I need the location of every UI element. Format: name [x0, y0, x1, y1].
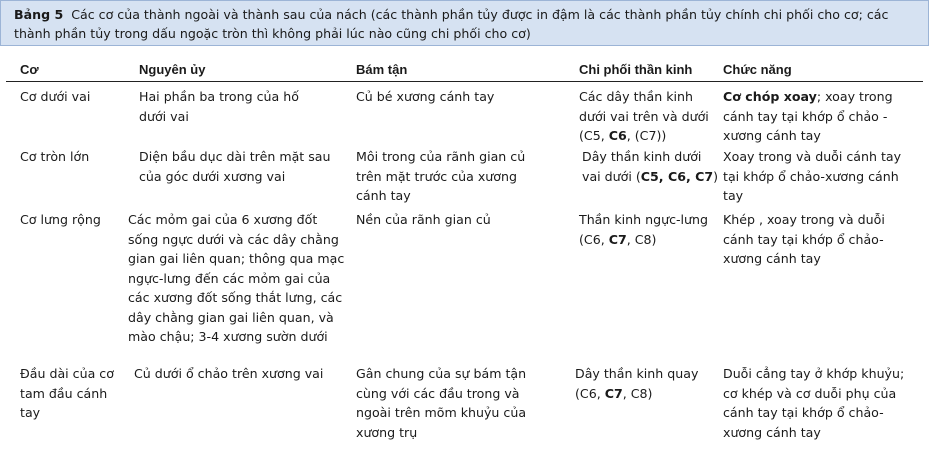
row4-innervation: Dây thần kinh quay (C6, C7, C8): [575, 366, 699, 401]
row2-muscle: Cơ tròn lớn: [20, 149, 90, 164]
row2-function: Xoay trong và duỗi cánh tay tại khớp ổ chảo-xương cánh tay: [723, 149, 902, 203]
row4-muscle: Đầu dài của cơ tam đầu cánh tay: [20, 366, 114, 420]
row3-muscle: Cơ lưng rộng: [20, 212, 101, 227]
row3-origin: Các mỏm gai của 6 xương đốt sống ngực dưới và các dây chằng gian gai liên quan; thông qua mạc ngực-lưng đến các mỏm gai của các xương đốt sống thắt lưng, các dây chằng gian gai liên quan, và mào chậu; 3-4 xương sườn dưới: [128, 212, 345, 344]
col-header-innervation: Chi phối thần kinh: [579, 62, 693, 77]
row1-function: Cơ chóp xoay; xoay trong cánh tay tại khớp ổ chảo - xương cánh tay: [723, 89, 893, 143]
header-divider: [6, 81, 923, 82]
row1-muscle: Cơ dưới vai: [20, 89, 91, 104]
row3-innervation: Thần kinh ngực-lưng (C6, C7, C8): [579, 212, 709, 247]
col-header-origin: Nguyên ủy: [139, 62, 206, 77]
row4-origin: Củ dưới ổ chảo trên xương vai: [134, 366, 324, 381]
row2-innervation: Dây thần kinh dưới vai dưới (C5, C6, C7): [582, 149, 719, 184]
row1-innervation: Các dây thần kinh dưới vai trên và dưới (C5, C6, (C7)): [579, 89, 709, 143]
caption-label: Bảng 5: [14, 7, 64, 22]
row2-insertion: Môi trong của rãnh gian củ trên mặt trước của xương cánh tay: [356, 149, 526, 203]
row3-function: Khép , xoay trong và duỗi cánh tay tại khớp ổ chảo-xương cánh tay: [723, 212, 885, 266]
row3-insertion: Nền của rãnh gian củ: [356, 212, 491, 227]
caption-text: Các cơ của thành ngoài và thành sau của nách (các thành phần tủy được in đậm là các thành phần tủy chính chi phối cho cơ; các thành phần tủy trong dấu ngoặc tròn thì không phải lúc nào cũng chi phối cho cơ): [14, 7, 889, 41]
table-caption: [0, 0, 929, 46]
row1-insertion: Củ bé xương cánh tay: [356, 89, 495, 104]
col-header-function: Chức năng: [723, 62, 792, 77]
row4-insertion: Gân chung của sự bám tận cùng với các đầu trong và ngoài trên mõm khuỷu của xương trụ: [356, 366, 527, 440]
row1-origin: Hai phần ba trong của hố dưới vai: [139, 89, 299, 124]
row2-origin: Diện bầu dục dài trên mặt sau của góc dưới xương vai: [139, 149, 331, 184]
row4-function: Duỗi cẳng tay ở khớp khuỷu; cơ khép và cơ duỗi phụ của cánh tay tại khớp ổ chảo-xương cánh tay: [723, 366, 905, 440]
col-header-muscle: Cơ: [20, 62, 39, 77]
col-header-insertion: Bám tận: [356, 62, 408, 77]
